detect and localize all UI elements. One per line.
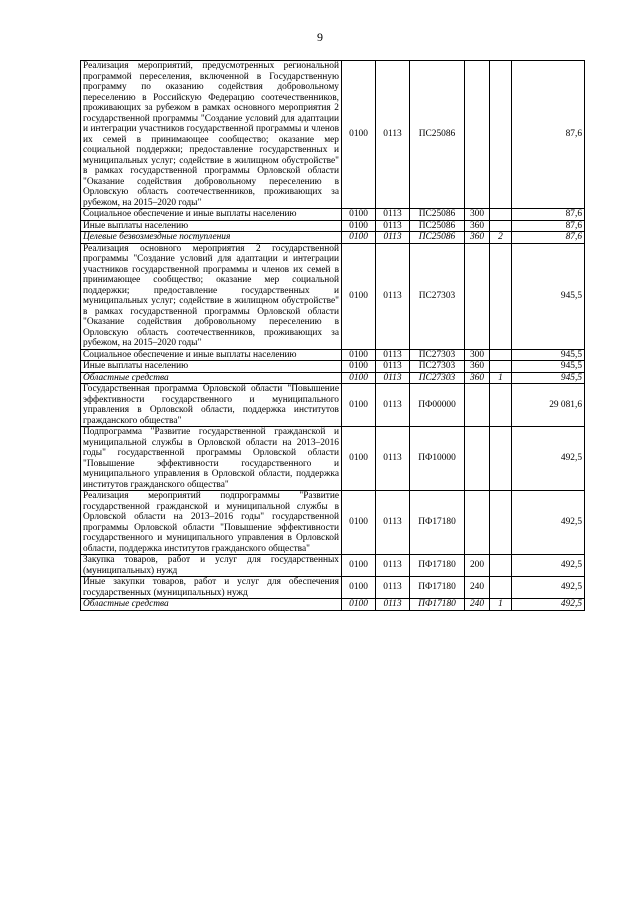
section-code-cell: 0100 bbox=[342, 361, 376, 373]
target-article-cell: ПС27303 bbox=[410, 361, 465, 373]
expense-type-cell bbox=[465, 61, 490, 209]
expense-type-cell: 360 bbox=[465, 372, 490, 384]
source-code-cell bbox=[490, 209, 512, 221]
source-code-cell bbox=[490, 61, 512, 209]
row-name-cell: Иные выплаты населению bbox=[81, 220, 342, 232]
row-name-cell: Государственная программа Орловской области "Повышение эффективности государственного и муниципального управления в Орловской области, поддержка институтов гражданского общества" bbox=[81, 384, 342, 427]
row-name-cell: Иные выплаты населению bbox=[81, 361, 342, 373]
row-name-cell: Целевые безвозмездные поступления bbox=[81, 232, 342, 244]
source-code-cell: 1 bbox=[490, 599, 512, 611]
amount-cell: 492,5 bbox=[512, 599, 585, 611]
subsection-code-cell: 0113 bbox=[376, 243, 410, 349]
target-article-cell: ПС25086 bbox=[410, 232, 465, 244]
source-code-cell bbox=[490, 349, 512, 361]
section-code-cell: 0100 bbox=[342, 61, 376, 209]
budget-table bbox=[80, 60, 585, 611]
subsection-code-cell: 0113 bbox=[376, 577, 410, 599]
subsection-code-cell: 0113 bbox=[376, 427, 410, 491]
page-number: 9 bbox=[317, 30, 323, 44]
row-name-cell: Иные закупки товаров, работ и услуг для обеспечения государственных (муниципальных) нужд bbox=[81, 577, 342, 599]
expense-type-cell bbox=[465, 491, 490, 555]
section-code-cell: 0100 bbox=[342, 220, 376, 232]
table-row bbox=[81, 232, 585, 244]
amount-cell: 945,5 bbox=[512, 361, 585, 373]
row-name-cell: Закупка товаров, работ и услуг для государственных (муниципальных) нужд bbox=[81, 555, 342, 577]
expense-type-cell: 360 bbox=[465, 220, 490, 232]
expense-type-cell: 360 bbox=[465, 361, 490, 373]
subsection-code-cell: 0113 bbox=[376, 361, 410, 373]
subsection-code-cell: 0113 bbox=[376, 372, 410, 384]
target-article-cell: ПС27303 bbox=[410, 349, 465, 361]
subsection-code-cell: 0113 bbox=[376, 555, 410, 577]
target-article-cell: ПФ00000 bbox=[410, 384, 465, 427]
amount-cell: 945,5 bbox=[512, 372, 585, 384]
row-name-cell: Областные средства bbox=[81, 372, 342, 384]
amount-cell: 87,6 bbox=[512, 209, 585, 221]
source-code-cell bbox=[490, 491, 512, 555]
source-code-cell bbox=[490, 243, 512, 349]
amount-cell: 945,5 bbox=[512, 243, 585, 349]
table-row bbox=[81, 555, 585, 577]
row-name-cell: Реализация мероприятий, предусмотренных региональной программой переселения, включенной в Государственную программу по оказанию содействия добровольному переселению в Российскую Федерацию соотечественников, проживающих за рубежом в рамках основного мероприятия 2 государственной программы "Создание условий для адаптации и интеграции участников государственной программы и членов их семей в принимающее сообщество; оказание мер социальной поддержки; предоставление государственных и муниципальных услуг; содействие в жилищном обустройстве" в рамках государственной программы Орловской области "Оказание содействия добровольному переселению в Орловскую область соотечественников, проживающих за рубежом, на 2015–2020 годы" bbox=[81, 61, 342, 209]
row-name-cell: Областные средства bbox=[81, 599, 342, 611]
section-code-cell: 0100 bbox=[342, 427, 376, 491]
subsection-code-cell: 0113 bbox=[376, 599, 410, 611]
table-row bbox=[81, 243, 585, 349]
source-code-cell bbox=[490, 361, 512, 373]
amount-cell: 87,6 bbox=[512, 232, 585, 244]
subsection-code-cell: 0113 bbox=[376, 220, 410, 232]
subsection-code-cell: 0113 bbox=[376, 349, 410, 361]
amount-cell: 492,5 bbox=[512, 577, 585, 599]
section-code-cell: 0100 bbox=[342, 491, 376, 555]
table-row bbox=[81, 577, 585, 599]
table-row bbox=[81, 209, 585, 221]
section-code-cell: 0100 bbox=[342, 232, 376, 244]
target-article-cell: ПС25086 bbox=[410, 209, 465, 221]
expense-type-cell: 240 bbox=[465, 599, 490, 611]
table-row bbox=[81, 61, 585, 209]
expense-type-cell bbox=[465, 427, 490, 491]
amount-cell: 492,5 bbox=[512, 555, 585, 577]
target-article-cell: ПС25086 bbox=[410, 61, 465, 209]
target-article-cell: ПФ17180 bbox=[410, 599, 465, 611]
source-code-cell bbox=[490, 384, 512, 427]
amount-cell: 945,5 bbox=[512, 349, 585, 361]
table-row bbox=[81, 361, 585, 373]
subsection-code-cell: 0113 bbox=[376, 491, 410, 555]
expense-type-cell: 300 bbox=[465, 209, 490, 221]
target-article-cell: ПФ17180 bbox=[410, 491, 465, 555]
table-row bbox=[81, 220, 585, 232]
expense-type-cell bbox=[465, 384, 490, 427]
section-code-cell: 0100 bbox=[342, 372, 376, 384]
subsection-code-cell: 0113 bbox=[376, 209, 410, 221]
source-code-cell bbox=[490, 220, 512, 232]
subsection-code-cell: 0113 bbox=[376, 384, 410, 427]
row-name-cell: Реализация мероприятий подпрограммы "Развитие государственной гражданской и муниципальной службы в Орловской области на 2013–2016 годы" государственной программы Орловской области "Повышение эффективности государственного и муниципального управления в Орловской области, поддержка институтов гражданского общества" bbox=[81, 491, 342, 555]
amount-cell: 87,6 bbox=[512, 61, 585, 209]
expense-type-cell: 300 bbox=[465, 349, 490, 361]
section-code-cell: 0100 bbox=[342, 209, 376, 221]
amount-cell: 87,6 bbox=[512, 220, 585, 232]
section-code-cell: 0100 bbox=[342, 577, 376, 599]
row-name-cell: Социальное обеспечение и иные выплаты населению bbox=[81, 349, 342, 361]
table-row bbox=[81, 427, 585, 491]
target-article-cell: ПС27303 bbox=[410, 243, 465, 349]
source-code-cell: 1 bbox=[490, 372, 512, 384]
expense-type-cell: 200 bbox=[465, 555, 490, 577]
row-name-cell: Подпрограмма "Развитие государственной гражданской и муниципальной службы в Орловской области на 2013–2016 годы" государственной программы Орловской области "Повышение эффективности государственного и муниципального управления в Орловской области, поддержка институтов гражданского общества" bbox=[81, 427, 342, 491]
target-article-cell: ПС25086 bbox=[410, 220, 465, 232]
row-name-cell: Реализация основного мероприятия 2 государственной программы "Создание условий для адаптации и интеграции участников государственной программы и членов их семей в принимающее сообщество; оказание мер социальной поддержки; предоставление государственных и муниципальных услуг; содействие в жилищном обустройстве" в рамках государственной программы Орловской области "Оказание содействия добровольному переселению в Орловскую область соотечественников, проживающих за рубежом, на 2015–2020 годы" bbox=[81, 243, 342, 349]
target-article-cell: ПФ10000 bbox=[410, 427, 465, 491]
subsection-code-cell: 0113 bbox=[376, 61, 410, 209]
expense-type-cell bbox=[465, 243, 490, 349]
amount-cell: 29 081,6 bbox=[512, 384, 585, 427]
amount-cell: 492,5 bbox=[512, 427, 585, 491]
section-code-cell: 0100 bbox=[342, 243, 376, 349]
table-row bbox=[81, 491, 585, 555]
expense-type-cell: 360 bbox=[465, 232, 490, 244]
source-code-cell bbox=[490, 555, 512, 577]
table-row bbox=[81, 599, 585, 611]
expense-type-cell: 240 bbox=[465, 577, 490, 599]
table-row bbox=[81, 384, 585, 427]
section-code-cell: 0100 bbox=[342, 555, 376, 577]
target-article-cell: ПФ17180 bbox=[410, 555, 465, 577]
subsection-code-cell: 0113 bbox=[376, 232, 410, 244]
target-article-cell: ПС27303 bbox=[410, 372, 465, 384]
row-name-cell: Социальное обеспечение и иные выплаты населению bbox=[81, 209, 342, 221]
target-article-cell: ПФ17180 bbox=[410, 577, 465, 599]
section-code-cell: 0100 bbox=[342, 384, 376, 427]
table-row bbox=[81, 349, 585, 361]
table-row bbox=[81, 372, 585, 384]
source-code-cell: 2 bbox=[490, 232, 512, 244]
source-code-cell bbox=[490, 577, 512, 599]
section-code-cell: 0100 bbox=[342, 599, 376, 611]
source-code-cell bbox=[490, 427, 512, 491]
section-code-cell: 0100 bbox=[342, 349, 376, 361]
amount-cell: 492,5 bbox=[512, 491, 585, 555]
